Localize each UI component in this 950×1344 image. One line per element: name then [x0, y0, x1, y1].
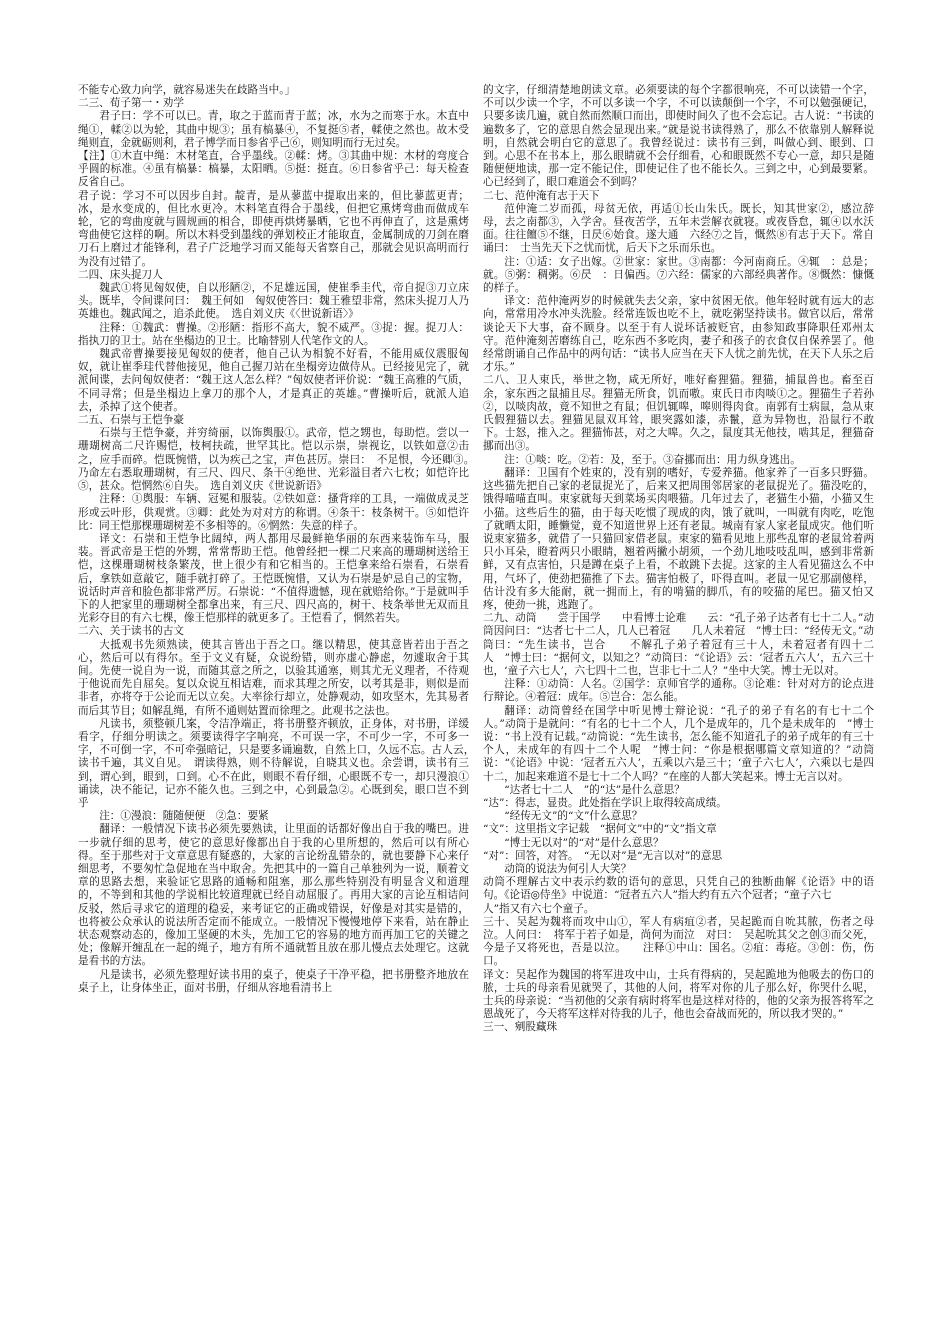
- paragraph: 魏武①将见匈奴使，自以形陋②，不足雄远国，使崔季圭代，帝自捉③刀立床头。既毕，令间谍问曰： 魏王何如 匈奴使答曰：魏王雅望非常，然床头捉刀人乃英雄也。魏武闻之，追杀此使。 选自刘义庆《〈世说新语〉》: [78, 282, 469, 321]
- answer: “对”：回答，对答。 “无以对”是“无言以对”的意思: [483, 849, 723, 862]
- question: “经传无文”的“文”什么意思？: [504, 810, 643, 823]
- question: 动筒的说法为何引人大笑？: [504, 862, 632, 875]
- paragraph: 三十、吴起为魏将而攻中山①，军人有病疽②者，吴起跪而自吮其脓，伤者之母泣。人问曰： 将军于若子如是，尚何为而泣 对曰： 吴起吮其父之创③而父死，今是子又将死也，吾是以泣。 注释①中山：国名。②疽：毒疮。③创：伤，伤口。: [483, 915, 874, 968]
- section-heading: 三一、剜股藏珠: [483, 1021, 558, 1034]
- answer: “达”：得志，显贵。此处指在学识上取得较高成绩。: [483, 796, 727, 809]
- paragraph: 君子曰：学不可以已。青，取之于蓝而青于蓝；冰，水为之而寒于水。木直中绳①，輮②以为轮，其曲中规③；虽有槁暴④，不复挺⑤者，輮使之然也。故木受绳则直，金就砺则利，君子博学而日参省乎己⑥，则知明而行无过矣。: [78, 110, 469, 149]
- answer: “文”：这里指文字记载 “据何文”中的“文”指文章: [483, 823, 717, 836]
- paragraph: 范仲淹二岁而孤，母贫无依，再适①长山朱氏。既长，知其世家②，感泣辞母，去之南都③，入学舍。昼夜苦学，五年未尝解衣就寝。或夜昏怠，辄④以水沃面。往往饘⑤不继，日昃⑥始食。遂大通 六经⑦之旨，慨然⑧有志于天下。常自诵曰： 士当先天下之忧而忧，后天下之乐而乐也。: [483, 202, 874, 255]
- translation: 译文：范仲淹两岁的时候就失去父亲，家中贫困无依。他年轻时就有远大的志向，常常用冷水冲头洗脸。经常连饭也吃不上，就吃粥坚持读书。做官以后，常常谈论天下大事，奋不顾身。以至于有人说坏话被贬官，由参知政事降职任邓州太守。范仲淹刻苦磨练自己，吃东西不多吃肉，妻子和孩子的衣食仅自保养罢了。他经常朗诵自己作品中的两句话：“读书人应当在天下人忧之前先忧，在天下人乐之后才乐。”: [483, 295, 874, 374]
- paragraph: 大抵观书先须熟读，使其言皆出于吾之口。继以精思，使其意皆若出于吾之心，然后可以有得尔。至于文义有疑，众说纷错，则亦虚心静虑，勿遽取舍于其间。先使一说自为一说，而随其意之所之，以验其通塞，则其尤无义理者，不待观于他说而先自屈矣。复以众说互相诘难，而求其理之所安，以考其是非，则似是而非者，亦将夺于公论而无以立矣。大率徐行却立，处静观动，如攻坚木，先其易者而后其节目；如解乱绳，有所不通则姑置而徐理之。此观书之法也。: [78, 638, 469, 717]
- left-column: [78, 84, 480, 1294]
- section-heading: 二四、床头捉刀人: [78, 268, 163, 281]
- paragraph: 魏武帝曹操要接见匈奴的使者，他自己认为相貌不好看，不能用威仪震服匈奴，就让崔季珪代替他接见，他自己握刀站在坐榻旁边做侍从。已经接见完了，就派间谍，去问匈奴使者：“魏王这人怎么样？”匈奴使者评价说：“魏王高雅的气质，不同寻常；但是坐榻边上拿刀的那个人，才是真正的英雄。”曹操听后，就派人追去，杀掉了这个使者。: [78, 348, 469, 413]
- section-heading: 二六、关于读书的古文: [78, 625, 184, 638]
- translation: 译文：吴起作为魏国的将军进攻中山，士兵有得病的，吴起跪地为他吸去的伤口的脓，士兵的母亲看见就哭了，其他的人问，将军对你的儿子那么好，你哭什么呢，士兵的母亲说：“当初他的父亲有病时将军也是这样对待的，他的父亲为报答将军之恩战死了，今天将军这样对待我的儿子，他也会奋战而死的，所以我才哭的。”: [483, 968, 874, 1021]
- note: 注：①适：女子出嫁。②世家：家世。③南都：今河南商丘。④辄 ：总是；就。⑤粥：稠粥。⑥昃 ：日偏西。⑦六经：儒家的六部经典著作。⑧慨然：慷慨的样子。: [483, 255, 874, 295]
- translation: 的文字，仔细清楚地朗读文章。必须要读的每个字都很响亮，不可以读错一个字，不可以少读一个字，不可以多读一个字，不可以读颠倒一个字，不可以勉强硬记，只要多读几遍，就自然而然顺口而出，即使时间久了也不会忘记。古人说：“书读的遍数多了，它的意思自然会显现出来。”就是说书读得熟了，那么不依靠别人解释说明，自然就会明白它的意思了。我曾经说过：读书有三到，叫做心到、眼到、口到。心思不在书本上，那么眼睛就不会仔细看，心和眼既然不专心一意，却只是随随便便地读，那一定不能记住，即使记住了也不能长久。三到之中，心到最要紧。心已经到了，眼口难道会不到吗？: [483, 84, 874, 189]
- note: 注：①漫浪：随随便便 ②急：要紧: [99, 810, 269, 823]
- note: 注释：①动筒：人名。②国学：京师官学的通称。③论难：针对对方的论点进行辩论。④着冠：成年。⑤岂合：怎么能。: [483, 678, 874, 704]
- paragraph: 石崇与王恺争豪，并穷绮丽，以饰舆服①。武帝，恺之甥也，每助恺。尝以一珊瑚树高二尺许赐恺，枝柯扶疏，世罕其比。恺以示崇，崇视讫，以铁如意②击之，应手而碎。恺既惋惜，以为疾己之宝，声色甚厉。崇曰： 不足恨，今还卿③。 乃命左右悉取珊瑚树，有三尺、四尺、条干④绝世、光彩溢目者六七枚；如恺许比⑤，甚众。恺惘然⑥自失。 选自刘义庆《世说新语》: [78, 427, 480, 493]
- translation: 译文：石崇和王恺争比阔绰，两人都用尽最鲜艳华丽的东西来装饰车马，服装。晋武帝是王恺的外甥，常常帮助王恺。他曾经把一棵二尺来高的珊瑚树送给王恺，这棵珊瑚树枝条繁茂，世上很少有和它相当的。王恺拿来给石崇看，石崇看后，拿铁如意敲它，随手就打碎了。王恺既惋惜，又认为石崇是妒忌自己的宝物，说话时声音和脸色都非常严厉。石崇说：“不值得遗憾，现在就赔给你。”于是就叫手下的人把家里的珊瑚树全都拿出来，有三尺、四尺高的，树干、枝条举世无双而且光彩夺目的有六七棵，像王恺那样的就更多了。王恺看了，惘然若失。: [78, 532, 469, 625]
- paragraph: 二八、卫人束氏，举世之物，咸无所好，唯好畜狸猫。狸猫，捕鼠兽也。畜至百余，家东西之鼠捕且尽。狸猫无所食，饥而嗷。束氏日市肉啖①之。狸猫生子若孙②，以啖肉故，竟不知世之有鼠；但饥辄嗥，嗥则得肉食。南郭有士病鼠，急从束氏假狸猫以去。狸猫见鼠双耳耸，眼突露如漆，赤鬣，意为异物也，沿鼠行不敢下。士怒，推入之。狸猫怖甚，对之大嗥。久之，鼠度其无他技，啮其足，狸猫奋挪而出③。: [483, 374, 874, 453]
- question: “博士无以对”的“对”是什么意思？: [504, 836, 664, 849]
- section-heading: 二三、荀子第一・劝学: [78, 97, 184, 110]
- paragraph: 君子说：学习不可以因步自封。靛青，是从蓼蓝中提取出来的，但比蓼蓝更青；冰，是水变成的，但比水更冷。木料笔直得合于墨线，但把它熏烤弯曲而做成车轮，它的弯曲度就与圆规画的相合，即使再烘烤暴晒，它也不再伸直了，这是熏烤弯曲使它这样的啊。所以木料受到墨线的弹划校正才能取直，金属制成的刀剑在磨刀石上磨过才能锋利，君子广泛地学习而又能每天省察自己，那就会见识高明而行为没有过错了。: [78, 189, 469, 268]
- note: 注：①啖：吃。②若：及，至于。③奋挪而出：用力纵身逃出。: [504, 453, 801, 466]
- translation: 翻译：动筒曾经在国学中听见博士辩论说：“孔子的弟子有名的有七十二个人。”动筒于是就问：“有名的七十二个人，几个是成年的，几个是未成年的 ”博士说：“书上没有记载。”动筒说：“先生读书，怎么能不知道孔子的弟子成年的有三十个人，未成年的有四十二个人呢 ”博士问：“你是根据哪篇文章知道的？”动筒说：“《论语》中说：‘冠者五六人’，五乘以六是三十；‘童子六七人’，六乘以七是四十二，加起来难道不是七十二个人吗？”在座的人都大笑起来。博士无言以对。: [483, 704, 874, 783]
- answer: 动筒不理解古文中表示约数的语句的意思，只凭自己的独断曲解《论语》中的语句。《论语◎侍坐》中说道：“冠者五六人”指大约有五六个冠者；“童子六七: [483, 876, 874, 902]
- translation: 凡是读书，必须先整理好读书用的桌子，使桌子干净平稳，把书册整齐地放在桌子上，让身体坐正，面对书册，仔细从容地看清书上: [78, 968, 469, 994]
- paragraph: 二九、动筒 尝于国学 中看博士论难 云：“孔子弟子达者有七十二人。”动筒因问曰：“达者七十二人，几人已着冠 几人未着冠 ”博士曰：“经传无文。”动筒曰：“先生读书，岂合 不解孔子弟子着冠有三十人，未着冠者有四十二人 ”博士曰：“据何文，以知之？”动筒曰：“《论语》云：‘冠者五六人’，五六三十也，‘童子六七人’，六七四十二也，岂非七十二人？”坐中大笑。博士无以对。: [483, 612, 874, 677]
- right-column: [483, 84, 874, 1294]
- answer: 人”指又有六七个童子。: [483, 902, 595, 915]
- note: 注释：①舆服：车辆、冠冕和服装。②铁如意：搔背痒的工具，一端做成灵芝形或云叶形，供观赏。③卿：此处为对对方的称谓。④条干：枝条树干。⑤如恺许比：同王恺那棵珊瑚树差不多相等的。⑥惘然：失意的样子。: [78, 493, 469, 532]
- translation: 翻译：卫国有个姓束的，没有别的嗜好，专爱养猫。他家养了一百多只野猫。这些猫先把自己家的老鼠捉光了，后来又把周围邻居家的老鼠捉光了。猫没吃的，饿得喵喵直叫。束家就每天到菜场买肉喂猫。几年过去了，老猫生小猫，小猫又生小猫。这些后生的猫，由于每天吃惯了现成的肉，饿了就叫，一叫就有肉吃，吃饱了就晒太阳，睡懒觉，竟不知道世界上还有老鼠。城南有家人家老鼠成灾。他们听说束家猫多，就借了一只猫回家借老鼠。束家的猫看见地上那些乱窜的老鼠耸着两只小耳朵，瞪着两只小眼睛，翘着两撇小胡须，一个劲儿地吱吱乱叫，感到非常新鲜，又有点害怕，只是蹲在桌子上看，不敢跳下去捉。这家的主人看见猫这么不中用，气坏了，使劲把猫推了下去。猫害怕极了，吓得直叫。老鼠一见它那副傻样，估计没有多大能耐，就一拥而上，有的啃猫的脚爪，有的咬猫的尾巴。猫又怕又疼，使劲一挑，逃跑了。: [483, 466, 874, 611]
- paragraph: 不能专心致力向学，就容易迷失在歧路当中。」: [78, 84, 296, 96]
- paragraph: 凡读书，须整顿几案，令洁净端正，将书册整齐顿放，正身体，对书册，详缓看字，仔细分明读之。须要读得字字响亮，不可误一字，不可少一字，不可多一字，不可倒一字，不可牵强暗记，只是要多诵遍数，自然上口，久远不忘。古人云， 读书千遍，其义自见。 谓读得熟，则不待解说，自晓其义也。余尝谓，读书有三到，谓心到，眼到，口到。心不在此，则眼不看仔细，心眼既不专一，却只漫浪①诵读，决不能记，记亦不能久也。三到之中，心到最急②。心既到矣，眼口岂不到乎: [78, 717, 480, 809]
- question: “达者七十二人 ”的“达”是什么意思？: [504, 783, 685, 796]
- translation: 翻译：一般情况下读书必须先要熟读，让里面的话都好像出自于我的嘴巴。进一步就仔细的思考，使它的意思好像都出自于我的心里所想的，然后可以有所心得。至于那些对于文章意思有疑惑的，大家的言论纷乱错杂的，就也要静下心来仔细思考，不要匆忙急促地在当中取舍。先把其中的一篇自己单独列为一说，顺着文章的思路去想，来验证它思路的通畅和阻塞，那么那些特别没有明显含义和道理的，不等到和其他的学说相比较道理就已经自动屈服了。再用大家的言论互相诘问反驳，然后寻求它的道理的稳妥，来考证它的正确或错误，好像是对其实是错的，也将被公众承认的说法所否定而不能成立。一般情况下慢慢地停下来看，站在静止状态观察动态的，像加工坚硬的木头，先加工它的容易的地方而再加工它的关键之处；像解开缠乱在一起的绳子，地方有所不通就暂且放在那儿慢点去处理它。这就是看书的方法。: [78, 823, 469, 968]
- note: 【注】①木直中绳：木材笔直，合乎墨线。②輮：烤。③其曲中规：木材的弯度合乎圆的标准。④虽有槁暴：槁暴，太阳晒。⑤挺：挺直。⑥日参省乎己：每天检查反省自己。: [78, 150, 469, 189]
- section-heading: 二五、石崇与王恺争豪: [78, 414, 184, 427]
- section-heading: 二七、范仲淹有志于天下: [483, 189, 600, 202]
- document-page: [78, 84, 874, 1294]
- note: 注释：①魏武：曹操。②形陋：指形不高大，貌不威严。③捉：握。捉刀人：指执刀的卫士。站在坐榻边的卫士。比喻替别人代笔作文的人。: [78, 321, 469, 347]
